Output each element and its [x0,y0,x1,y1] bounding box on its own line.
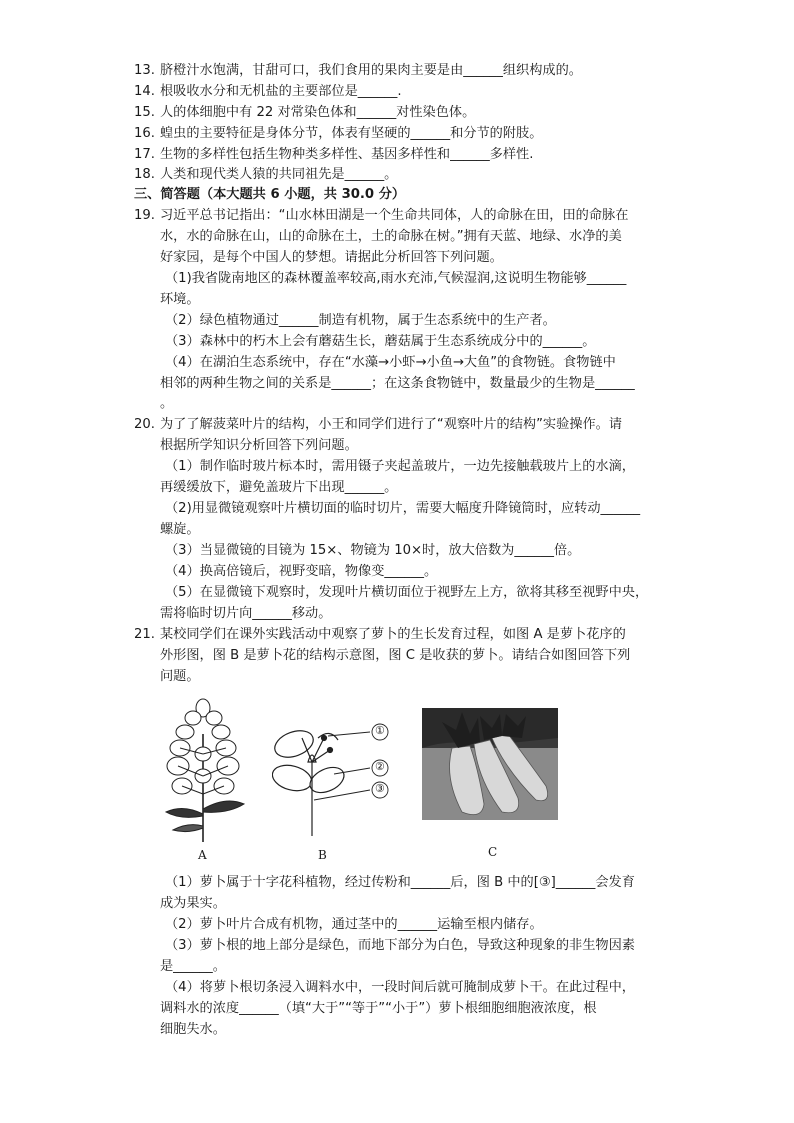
q20-line: 根据所学知识分析回答下列问题。 [160,438,358,453]
q21-line: 调料水的浓度______（填“大于”“等于”“小于”）萝卜根细胞细胞液浓度，根 [160,1001,597,1016]
q19-sub-2: （2）绿色植物通过______制造有机物，属于生态系统中的生产者。 [165,313,556,328]
q19-line: 习近平总书记指出：“山水林田湖是一个生命共同体，人的命脉在田，田的命脉在 [160,208,629,223]
figure-b-flower-diagram [272,718,392,838]
question-text: 脐橙汁水饱满，甘甜可口，我们食用的果肉主要是由______组织构成的。 [160,63,582,78]
figure-a-inflorescence [158,694,248,844]
question-number: 17. [134,147,155,162]
q21-sub-2: （2）萝卜叶片合成有机物，通过茎中的______运输至根内储存。 [165,917,543,932]
question-number: 16. [134,126,155,141]
q19-line: 环境。 [160,292,200,307]
q20-sub-3: （3）当显微镜的目镜为 15×、物镜为 10×时，放大倍数为______倍。 [165,543,581,558]
q20-line: 为了了解菠菜叶片的结构，小王和同学们进行了“观察叶片的结构”实验操作。请 [160,417,623,432]
q21-line: 成为果实。 [160,896,226,911]
q19-sub-3: （3）森林中的朽木上会有蘑菇生长，蘑菇属于生态系统成分中的______。 [165,334,596,349]
question-number: 14. [134,84,155,99]
q21-line: 细胞失水。 [160,1022,226,1037]
q19-line: 好家园，是每个中国人的梦想。请据此分析回答下列问题。 [160,250,503,265]
q20-sub-4: （4）换高倍镜后，视野变暗，物像变______。 [165,564,438,579]
question-text: 根吸收水分和无机盐的主要部位是______. [160,84,402,99]
q20-line: 螺旋。 [160,522,200,537]
q21-line: 外形图，图 B 是萝卜花的结构示意图，图 C 是收获的萝卜。请结合如图回答下列 [160,648,631,663]
figure-c-radish-photo [422,708,558,820]
q21-sub-3: （3）萝卜根的地上部分是绿色，而地下部分为白色，导致这种现象的非生物因素 [165,938,635,953]
question-number: 19. [134,208,155,223]
q20-sub-5: （5）在显微镜下观察时，发现叶片横切面位于视野左上方，欲将其移至视野中央， [165,585,649,600]
question-number: 15. [134,105,155,120]
q19-line: 水，水的命脉在山，山的命脉在土，土的命脉在树。”拥有天蓝、地绿、水净的美 [160,229,622,244]
question-number: 21. [134,627,155,642]
marker-3: ③ [375,782,385,795]
question-number: 18. [134,167,155,182]
q19-line: 相邻的两种生物之间的关系是______；在这条食物链中，数量最少的生物是______ [160,376,635,391]
question-text: 人的体细胞中有 22 对常染色体和______对性染色体。 [160,105,476,120]
marker-2: ② [375,760,385,773]
q20-line: 需将临时切片向______移动。 [160,606,332,621]
marker-1: ① [375,724,385,737]
q20-sub-2: （2)用显微镜观察叶片横切面的临时切片，需要大幅度升降镜筒时，应转动______ [165,501,641,516]
figure-a-label: A [198,848,207,862]
figure-c-label: C [488,845,498,859]
q20-line: 再缓缓放下，避免盖玻片下出现______。 [160,480,398,495]
question-text: 生物的多样性包括生物种类多样性、基因多样性和______多样性. [160,147,534,162]
question-number: 20. [134,417,155,432]
figure-b-label: B [318,848,327,862]
q21-sub-1: （1）萝卜属于十字花科植物，经过传粉和______后，图 B 中的[③]______会发育 [165,875,635,890]
question-text: 蝗虫的主要特征是身体分节，体表有坚硬的______和分节的附肢。 [160,126,543,141]
q21-line: 问题。 [160,669,200,684]
q19-sub-4: （4）在湖泊生态系统中，存在“水藻→小虾→小鱼→大鱼”的食物链。食物链中 [165,355,616,370]
section-heading: 三、简答题（本大题共 6 小题，共 30.0 分） [134,187,406,202]
q21-sub-4: （4）将萝卜根切条浸入调料水中，一段时间后就可腌制成萝卜干。在此过程中， [165,980,635,995]
q19-sub-1: （1)我省陇南地区的森林覆盖率较高,雨水充沛,气候湿润,这说明生物能够______ [165,271,627,286]
q21-line: 是______。 [160,959,226,974]
q19-line: 。 [160,396,174,411]
q20-sub-1: （1）制作临时玻片标本时，需用镊子夹起盖玻片，一边先接触载玻片上的水滴， [165,459,635,474]
question-number: 13. [134,63,155,78]
question-text: 人类和现代类人猿的共同祖先是______。 [160,167,398,182]
q21-line: 某校同学们在课外实践活动中观察了萝卜的生长发育过程，如图 A 是萝卜花序的 [160,627,626,642]
